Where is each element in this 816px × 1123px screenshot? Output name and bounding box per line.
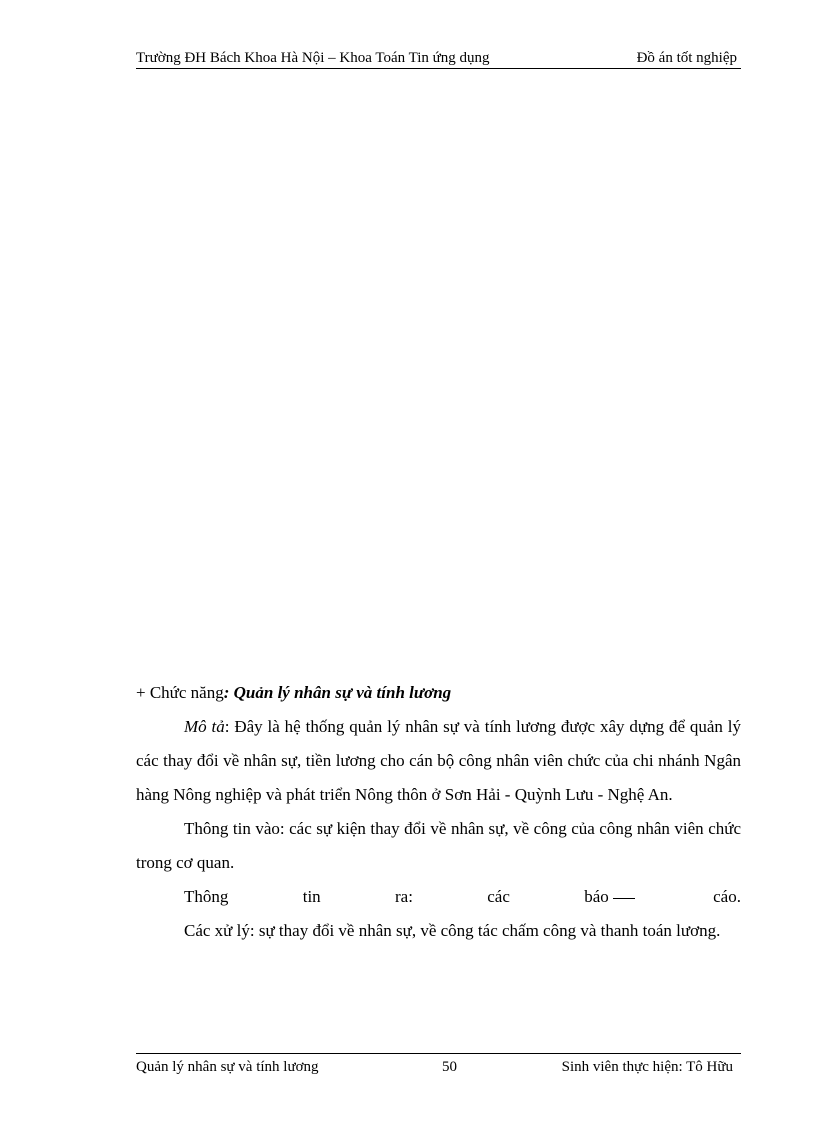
header-doc-type: Đồ án tốt nghiệp xyxy=(636,50,737,66)
section-heading xyxy=(136,676,741,710)
page-footer xyxy=(136,1053,741,1078)
description-text: : Đây là hệ thống quản lý nhân sự và tính lương được xây dựng để quản lý các thay đổi về nhân sự, tiền lương cho cán bộ công nhân viên chức của chi nhánh Ngân hàng Nông nghiệp và phát triển Nông thôn ở Sơn Hải - Quỳnh Lưu - Nghệ An. xyxy=(136,717,742,804)
page-number: 50 xyxy=(442,1059,457,1075)
output-word: báo xyxy=(584,887,609,906)
description-label: Mô tả xyxy=(184,717,225,736)
output-paragraph xyxy=(136,880,741,914)
section-title: : Quản lý nhân sự và tính lương xyxy=(223,683,452,702)
output-word: các xyxy=(487,887,510,906)
page-content xyxy=(136,676,741,948)
input-paragraph: Thông tin vào: các sự kiện thay đổi về nhân sự, về công của công nhân viên chức trong cơ quan. xyxy=(136,819,741,872)
processing-paragraph: Các xử lý: sự thay đổi về nhân sự, về công tác chấm công và thanh toán lương. xyxy=(184,921,721,940)
footer-topic: Quản lý nhân sự và tính lương xyxy=(136,1059,319,1075)
output-word: tin xyxy=(302,887,321,906)
section-prefix: + Chức năng xyxy=(136,683,224,702)
output-word-with-blank xyxy=(584,880,639,914)
output-word: ra: xyxy=(395,887,413,906)
output-word: cáo. xyxy=(713,887,741,906)
footer-author: Sinh viên thực hiện: Tô Hữu xyxy=(561,1059,733,1075)
description-paragraph xyxy=(136,710,741,812)
header-institution: Trường ĐH Bách Khoa Hà Nội – Khoa Toán Tin ứng dụng xyxy=(136,50,490,66)
page-header xyxy=(136,48,741,69)
output-word: Thông xyxy=(184,887,229,906)
blank-line xyxy=(613,897,635,899)
